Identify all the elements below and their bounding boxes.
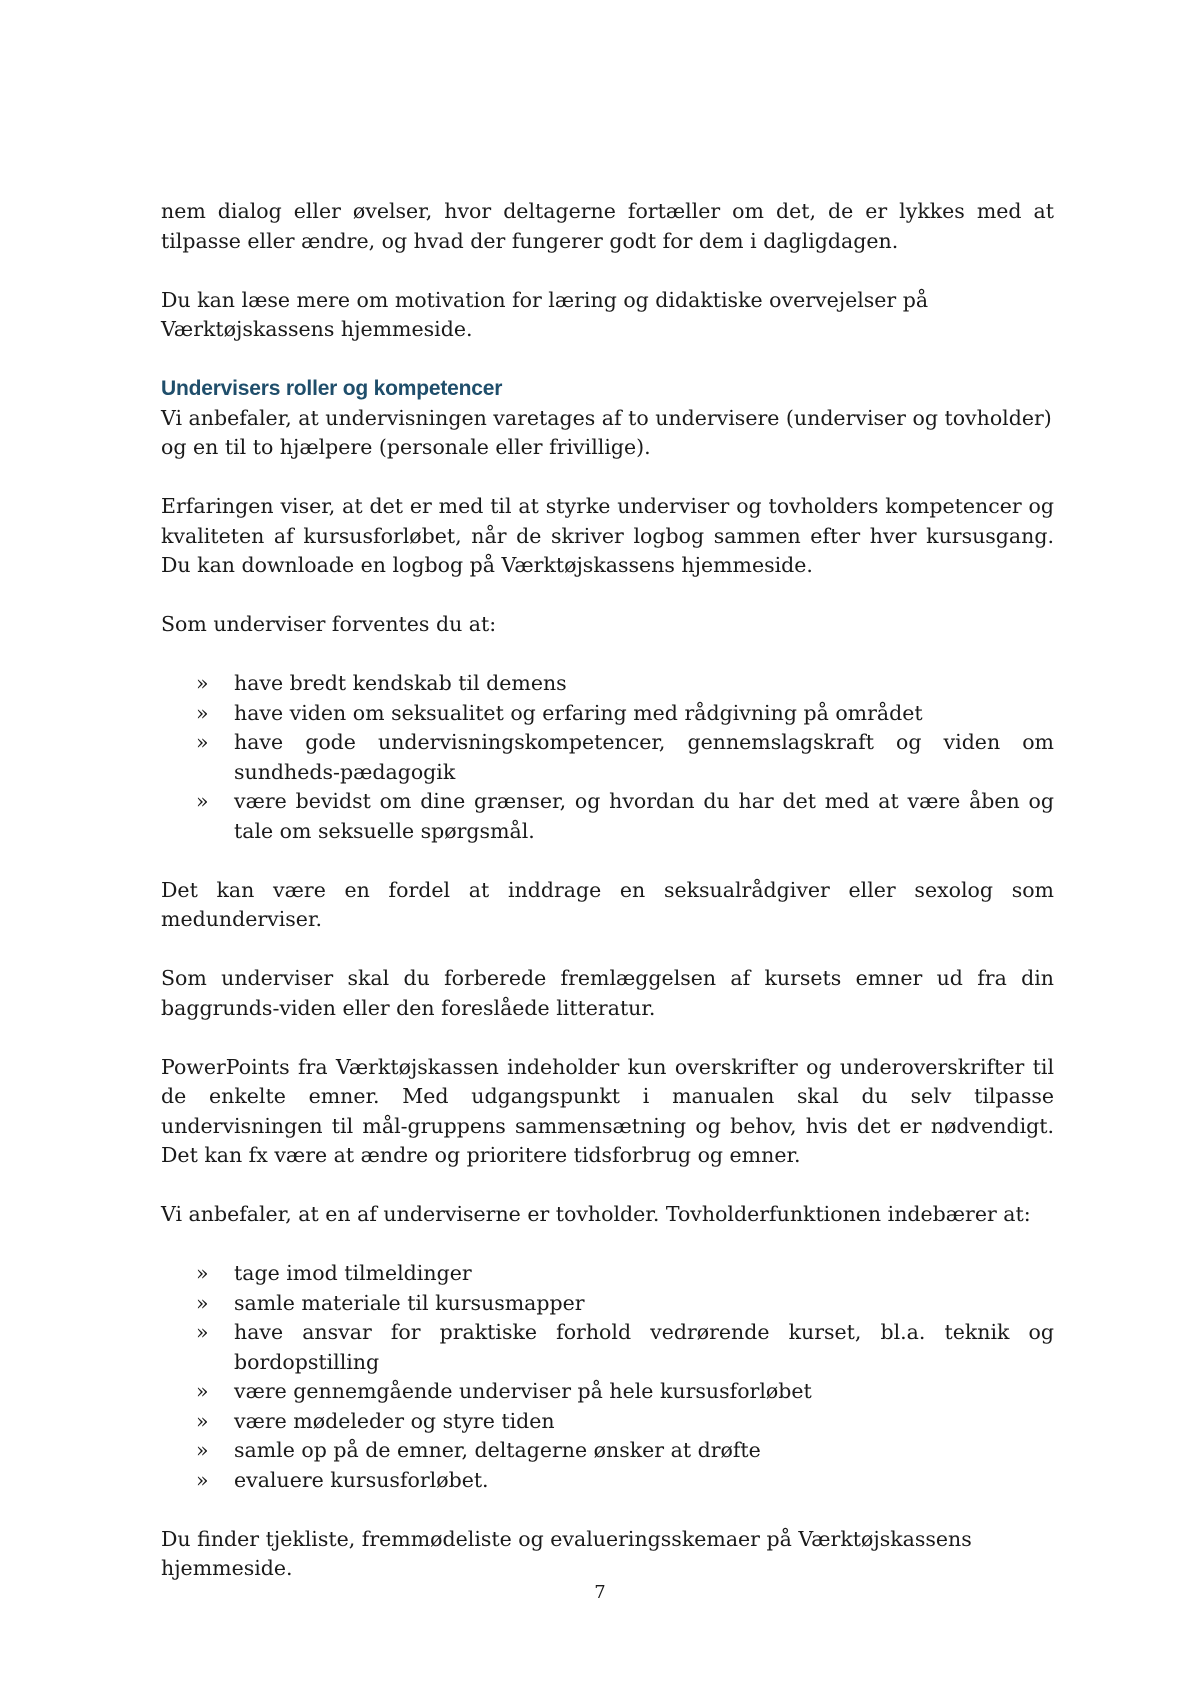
page-content: [161, 197, 1054, 1613]
bullet-icon: »: [196, 671, 209, 695]
list-item: » evaluere kursusforløbet.: [161, 1466, 1054, 1496]
paragraph-motivation: Du kan læse mere om motivation for læring og didaktiske overvejelser på Værktøjskassens hjemmeside.: [161, 287, 929, 341]
bullet-icon: »: [196, 1261, 209, 1285]
list-item: » have viden om seksualitet og erfaring med rådgivning på området: [161, 699, 1054, 729]
list-item: » have bredt kendskab til demens: [161, 669, 1054, 699]
bullet-icon: »: [196, 700, 209, 725]
bullet-icon: »: [196, 1438, 209, 1462]
list-item: » være bevidst om dine grænser, og hvordan du har det med at være åben og tale om seksuelle spørgsmål.: [196, 789, 1054, 843]
bullet-icon: »: [196, 1408, 209, 1433]
expectations-list: [161, 669, 1054, 846]
paragraph-powerpoints: PowerPoints fra Værktøjskassen indeholder kun overskrifter og underoverskrifter til de enkelte emner. Med udgangspunkt i manualen skal du selv tilpasse undervisningen til mål-gruppens sammensætning og behov, hvis det er nødvendigt. Det kan fx være at ændre og prioritere tidsforbrug og emner.: [161, 1054, 1054, 1167]
coordinator-list: [161, 1259, 1054, 1495]
section-heading: Undervisers roller og kompetencer: [161, 377, 503, 400]
bullet-icon: »: [196, 789, 209, 813]
paragraph-dialog: nem dialog eller øvelser, hvor deltagerne fortæller om det, de er lykkes med at tilpasse eller ændre, og hvad der fungerer godt for dem i dagligdagen.: [161, 199, 1054, 253]
page-number: 7: [594, 1582, 606, 1603]
paragraph-logbook: Erfaringen viser, at det er med til at styrke underviser og tovholders kompetencer og kvaliteten af kursusforløbet, når de skriver logbog sammen efter hver kursusgang. Du kan downloade en logbog på Værktøjskassens hjemmeside.: [161, 494, 1054, 577]
bullet-icon: »: [196, 1320, 209, 1344]
paragraph-advantage: Det kan være en fordel at inddrage en seksualrådgiver eller sexolog som medunderviser.: [161, 877, 1054, 931]
paragraph-intro: Vi anbefaler, at undervisningen varetages af to undervisere (underviser og tovholder) og en til to hjælpere (personale eller frivillige).: [161, 405, 1052, 459]
list-item: » samle op på de emner, deltagerne ønsker at drøfte: [161, 1436, 1054, 1466]
bullet-icon: »: [196, 1379, 209, 1403]
bullet-icon: »: [196, 1290, 209, 1315]
paragraph-prepare: Som underviser skal du forberede fremlæggelsen af kursets emner ud fra din baggrunds-viden eller den foreslåede litteratur.: [161, 966, 1054, 1020]
list-item: » tage imod tilmeldinger: [161, 1259, 1054, 1289]
list-item: » have gode undervisningskompetencer, gennemslagskraft og viden om sundheds-pædagogik: [196, 730, 1054, 784]
paragraph-coordinator-intro: Vi anbefaler, at en af underviserne er tovholder. Tovholderfunktionen indebærer at:: [161, 1202, 1031, 1226]
paragraph-expect-intro: Som underviser forventes du at:: [161, 612, 497, 636]
list-item: » samle materiale til kursusmapper: [161, 1289, 1054, 1319]
bullet-icon: »: [196, 1467, 209, 1492]
paragraph-closing: Du finder tjekliste, fremmødeliste og evalueringsskemaer på Værktøjskassens hjemmeside.: [161, 1526, 972, 1580]
bullet-icon: »: [196, 730, 209, 754]
list-item: » have ansvar for praktiske forhold vedrørende kurset, bl.a. teknik og bordopstilling: [196, 1320, 1054, 1374]
list-item: » være mødeleder og styre tiden: [161, 1407, 1054, 1437]
list-item: » være gennemgående underviser på hele kursusforløbet: [161, 1377, 1054, 1407]
